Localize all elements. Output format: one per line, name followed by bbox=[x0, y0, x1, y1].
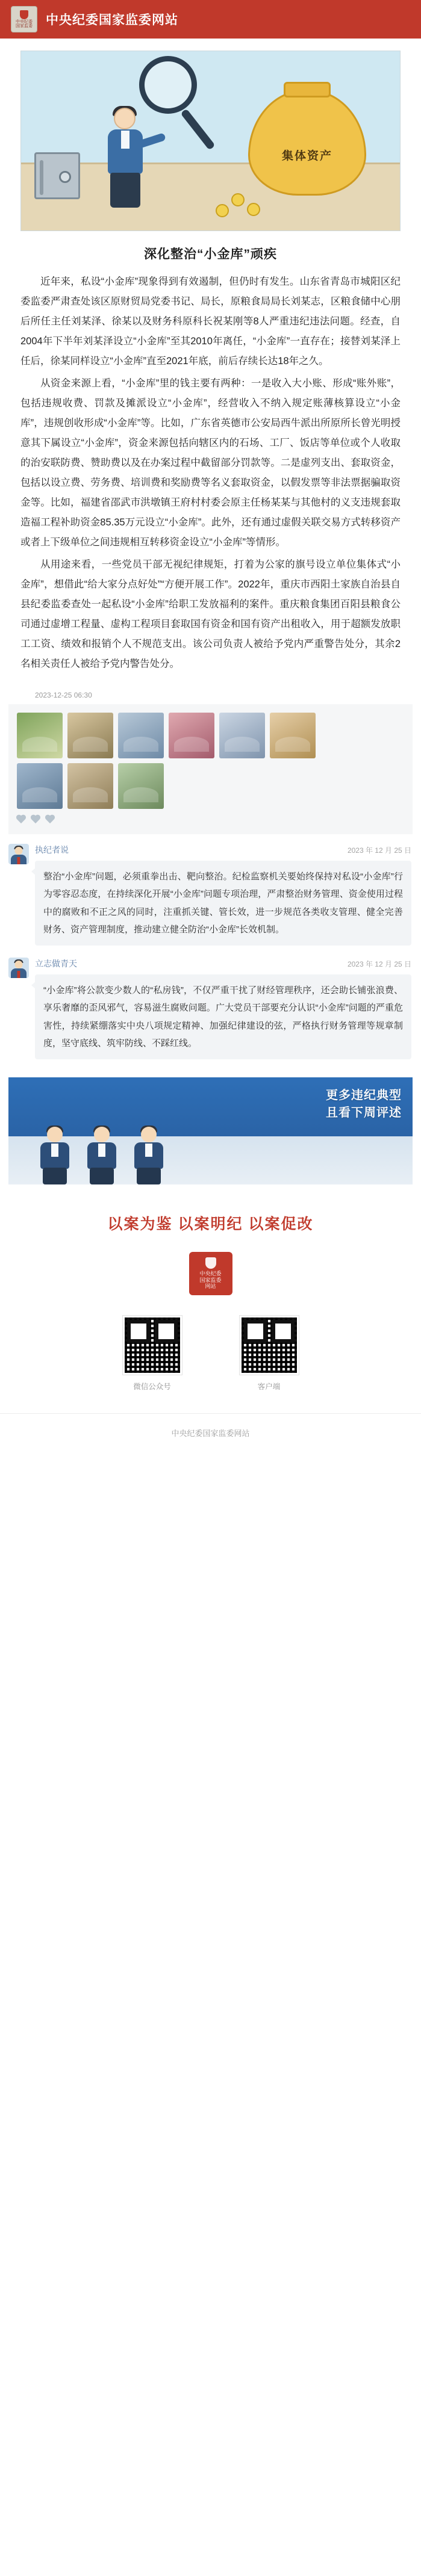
figure-shirt bbox=[121, 131, 129, 149]
comment-item bbox=[0, 834, 421, 948]
qr-row bbox=[0, 1316, 421, 1392]
promo-line-1: 更多违纪典型 bbox=[326, 1089, 402, 1102]
promo-text bbox=[326, 1087, 402, 1122]
coin-icon bbox=[247, 203, 260, 216]
photo-thumbnail[interactable] bbox=[118, 713, 164, 758]
site-footer bbox=[0, 1392, 421, 1454]
coin-icon bbox=[231, 193, 245, 206]
avatar[interactable] bbox=[8, 958, 29, 978]
comment-author[interactable]: 执纪者说 bbox=[35, 845, 69, 855]
coin-icon bbox=[216, 204, 229, 217]
figure-shirt bbox=[51, 1144, 58, 1157]
like-row bbox=[17, 814, 404, 825]
timeline bbox=[0, 677, 421, 834]
comment-header bbox=[35, 958, 411, 970]
footer-site-name: 中央纪委国家监委网站 bbox=[171, 1429, 250, 1438]
figure-head bbox=[141, 1127, 157, 1142]
figure-head bbox=[94, 1127, 110, 1142]
figure-head bbox=[47, 1127, 63, 1142]
comment-text: “小金库”将公款变少数人的“私房钱”，不仅严重干扰了财经管理秩序，还会助长铺张浪费、享乐奢靡的歪风邪气，容易滋生腐败问题。广大党员干部要充分认识“小金库”问题的严重危害性，持续紧绷落实中央八项规定精神、加强纪律建设的弦，严格执行财务管理等规章制度，坚守底线、筑牢防线、不踩红线。 bbox=[35, 974, 411, 1059]
qr-code-icon[interactable] bbox=[240, 1316, 299, 1375]
comment-main bbox=[35, 958, 411, 1059]
promo-figure bbox=[33, 1127, 77, 1184]
magnifier-icon bbox=[139, 56, 197, 114]
footer-logo bbox=[189, 1252, 232, 1295]
photo-thumbnail[interactable] bbox=[169, 713, 214, 758]
promo-figure bbox=[126, 1127, 171, 1184]
heart-icon[interactable] bbox=[47, 814, 58, 825]
figure-head bbox=[114, 108, 136, 129]
avatar-tie bbox=[17, 857, 20, 864]
photo-thumbnail[interactable] bbox=[17, 713, 63, 758]
comment-item bbox=[0, 948, 421, 1062]
footer-logo-sub: 网站 bbox=[205, 1283, 216, 1290]
avatar-tie bbox=[17, 971, 20, 978]
site-title: 中央纪委国家监委网站 bbox=[46, 13, 178, 27]
figure-legs bbox=[43, 1168, 67, 1184]
page-title: 深化整治“小金库”顽疾 bbox=[144, 247, 277, 261]
money-bag-label: 集体资产 bbox=[281, 149, 332, 163]
comment-header bbox=[35, 844, 411, 856]
ccdi-emblem-icon bbox=[11, 6, 37, 33]
article-paragraph: 从用途来看，一些党员干部无视纪律规矩，打着为公家的旗号设立单位集体式“小金库”，想借此“给大家分点好处”“方便开展工作”。2022年，重庆市西阳土家族自治县自县纪委监委查处一起私设“小金库”给职工发放福利的案件。重庆粮食集团百阳县粮食公司通过虚增工程量、虚构工程项目套取国有资金和国有资产出租收入，用于超额发放职工工资、绩效和报销个人不规范支出。该公司负责人被给予党内严重警告处分，其余2名相关责任人被给予党内警告处分。 bbox=[20, 559, 401, 669]
qr-item-wechat bbox=[123, 1316, 182, 1392]
emblem-line-2: 国家监委 bbox=[16, 24, 33, 28]
inspector-figure bbox=[93, 108, 156, 210]
article-paragraph: 近年来，私设“小金库”现象得到有效遏制，但仍时有发生。山东省青岛市城阳区纪委监委严肃查处该区原财贸局党委书记、局长，原粮食局局长刘某志，区粮食储中心朋后所任主任刘某泽、徐某以及财务科原科长祝某刚等8人严重违纪违法问题。经查，自2004年下半年刘某泽设立“小金库”至其2010年离任，“小金库”一直存在；接替刘某泽上任后，徐某同样设立“小金库”直至2021年底，前后存续长达18年之久。 bbox=[20, 276, 401, 367]
footer-logo-line-1: 中央纪委 bbox=[199, 1270, 222, 1277]
article-body bbox=[20, 272, 401, 674]
figure-legs bbox=[110, 173, 140, 208]
gallery-timestamp: 2023-12-25 06:30 bbox=[35, 691, 92, 699]
qr-label: 客户端 bbox=[257, 1382, 281, 1391]
emblem-line-1: 中央纪委 bbox=[16, 19, 33, 24]
comment-main bbox=[35, 844, 411, 946]
article-illustration bbox=[20, 51, 401, 231]
footer-logo-line-2: 国家监委 bbox=[199, 1277, 222, 1283]
qr-code-icon[interactable] bbox=[123, 1316, 182, 1375]
gallery-row bbox=[17, 713, 404, 758]
photo-thumbnail[interactable] bbox=[118, 763, 164, 809]
qr-label: 微信公众号 bbox=[133, 1382, 171, 1391]
comment-date: 2023 年 12 月 25 日 bbox=[347, 846, 411, 855]
money-bag-icon bbox=[248, 90, 366, 196]
article bbox=[0, 39, 421, 674]
figure-shirt bbox=[98, 1144, 105, 1157]
photo-thumbnail[interactable] bbox=[67, 763, 113, 809]
comment-text: 整治“小金库”问题，必须重拳出击、靶向整治。纪检监察机关要始终保持对私设“小金库”行为零容忍态度，在持续深化开展“小金库”问题专项治理，严肃整治财务管理、资金使用过程中的腐败和不正之风的同时，注重抓关键、管长效，进一步规范各类收支管理、健全完善财务、资产管理制度，推动建立健全防治“小金库”长效机制。 bbox=[35, 861, 411, 946]
avatar-head bbox=[15, 847, 23, 855]
heart-icon[interactable] bbox=[33, 814, 43, 825]
safe-icon bbox=[34, 152, 80, 199]
heart-icon[interactable] bbox=[18, 814, 29, 825]
promo-figure bbox=[80, 1127, 124, 1184]
gallery-row bbox=[17, 763, 404, 809]
comment-author[interactable]: 立志做青天 bbox=[35, 959, 77, 968]
photo-thumbnail[interactable] bbox=[17, 763, 63, 809]
safe-hinge bbox=[40, 160, 43, 195]
photo-thumbnail[interactable] bbox=[270, 713, 316, 758]
figure-legs bbox=[90, 1168, 114, 1184]
money-bag-tie bbox=[284, 82, 331, 98]
safe-dial-icon bbox=[59, 171, 71, 183]
promo-banner[interactable] bbox=[8, 1077, 413, 1184]
article-paragraph: 从资金来源上看，“小金库”里的钱主要有两种：一是收入大小账、形成“账外账”，包括违规收费、罚款及摊派设立“小金库”，经营收入不纳入规定账薄核算设立“小金库”，违规创收形成“小金库”等。比如，广东省英德市公安局西牛派出所原所长曾光明授意其下属设立“小金库”，资金来源包括向辖区内的石场、工厂、饭店等单位或个人收取的治安联防费、赞助费以及在办案过程中截留部分罚款等。二是虚列支出、套取资金，包括以设立费、劳务费、培训费和奖励费等名义套取资金，以假发票等非法票据骗取资金等。比如，福建省邵武市洪墩镇王府村村委会原主任杨某某与其他村的义支违规套取造福工程补助资金85.35万元设立“小金库”。此外，还有通过虚假关联交易方式转移资产或者上下级单位之间违规相互转移资金设立“小金库”等情形。 bbox=[20, 378, 401, 548]
photo-thumbnail[interactable] bbox=[219, 713, 265, 758]
comment-date: 2023 年 12 月 25 日 bbox=[347, 960, 411, 968]
promo-line-2: 且看下周评述 bbox=[326, 1106, 402, 1119]
avatar[interactable] bbox=[8, 844, 29, 864]
avatar-head bbox=[15, 961, 23, 968]
site-header bbox=[0, 0, 421, 39]
emblem-shield-icon bbox=[20, 10, 28, 19]
figure-legs bbox=[137, 1168, 161, 1184]
footer-divider bbox=[0, 1413, 421, 1414]
qr-item-app bbox=[240, 1316, 299, 1392]
gallery-card bbox=[8, 704, 413, 834]
photo-thumbnail[interactable] bbox=[67, 713, 113, 758]
slogan-text: 以案为鉴 以案明纪 以案促改 bbox=[107, 1216, 314, 1233]
figure-shirt bbox=[145, 1144, 152, 1157]
footer-logo-shield-icon bbox=[205, 1257, 216, 1269]
